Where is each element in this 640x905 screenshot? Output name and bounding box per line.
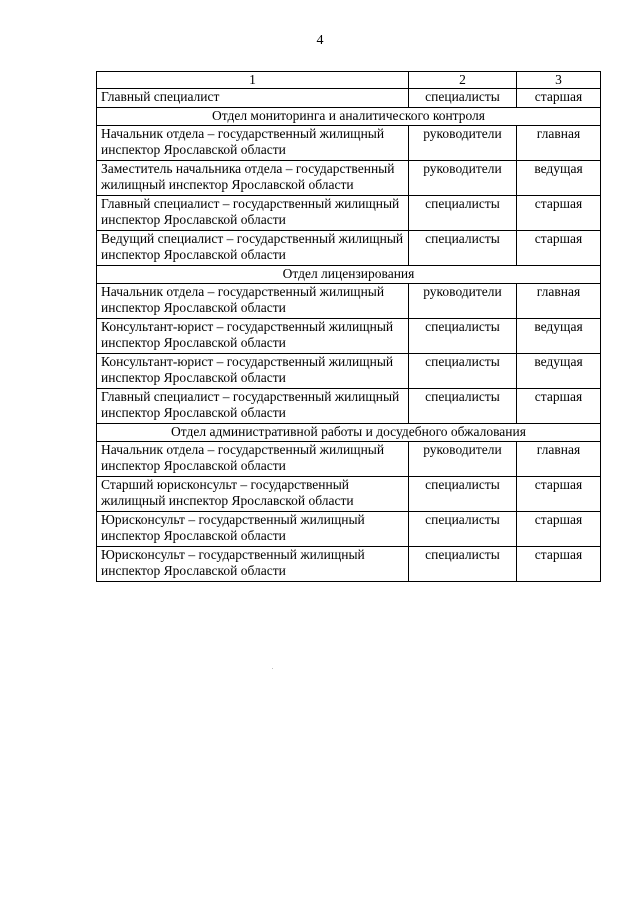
- category-cell: специалисты: [409, 353, 517, 388]
- category-cell: специалисты: [409, 195, 517, 230]
- category-cell: специалисты: [409, 546, 517, 581]
- position-cell: Консультант-юрист – государственный жилищный инспектор Ярославской области: [97, 318, 409, 353]
- group-cell: старшая: [517, 230, 601, 265]
- section-header-row: [97, 265, 601, 283]
- section-header-row: [97, 107, 601, 125]
- table-row: [97, 546, 601, 581]
- position-cell: Главный специалист – государственный жилищный инспектор Ярославской области: [97, 195, 409, 230]
- table-row: [97, 230, 601, 265]
- table-row: [97, 89, 601, 108]
- table-row: [97, 388, 601, 423]
- table-row: [97, 318, 601, 353]
- table-header-row: [97, 72, 601, 89]
- category-cell: руководители: [409, 441, 517, 476]
- position-cell: Главный специалист: [97, 89, 409, 108]
- group-cell: старшая: [517, 546, 601, 581]
- position-cell: Юрисконсульт – государственный жилищный инспектор Ярославской области: [97, 546, 409, 581]
- table-row: [97, 476, 601, 511]
- category-cell: специалисты: [409, 89, 517, 108]
- section-header-row: [97, 423, 601, 441]
- position-cell: Начальник отдела – государственный жилищный инспектор Ярославской области: [97, 283, 409, 318]
- group-cell: старшая: [517, 89, 601, 108]
- position-cell: Начальник отдела – государственный жилищный инспектор Ярославской области: [97, 441, 409, 476]
- group-cell: старшая: [517, 388, 601, 423]
- position-cell: Старший юрисконсульт – государственный жилищный инспектор Ярославской области: [97, 476, 409, 511]
- table-row: [97, 353, 601, 388]
- column-header-category: 2: [409, 72, 517, 89]
- section-title: Отдел мониторинга и аналитического контроля: [97, 107, 601, 125]
- section-title: Отдел административной работы и досудебного обжалования: [97, 423, 601, 441]
- table-body: [97, 72, 601, 582]
- position-cell: Заместитель начальника отдела – государственный жилищный инспектор Ярославской области: [97, 160, 409, 195]
- group-cell: старшая: [517, 476, 601, 511]
- category-cell: специалисты: [409, 476, 517, 511]
- section-title: Отдел лицензирования: [97, 265, 601, 283]
- group-cell: главная: [517, 441, 601, 476]
- column-header-group: 3: [517, 72, 601, 89]
- group-cell: ведущая: [517, 353, 601, 388]
- category-cell: специалисты: [409, 388, 517, 423]
- group-cell: ведущая: [517, 318, 601, 353]
- category-cell: руководители: [409, 125, 517, 160]
- page-number: 4: [316, 33, 324, 48]
- position-cell: Ведущий специалист – государственный жилищный инспектор Ярославской области: [97, 230, 409, 265]
- category-cell: руководители: [409, 283, 517, 318]
- category-cell: специалисты: [409, 318, 517, 353]
- table-row: [97, 195, 601, 230]
- position-cell: Главный специалист – государственный жилищный инспектор Ярославской области: [97, 388, 409, 423]
- table-row: [97, 441, 601, 476]
- table-row: [97, 511, 601, 546]
- table-row: [97, 125, 601, 160]
- table-row: [97, 283, 601, 318]
- column-header-position: 1: [97, 72, 409, 89]
- category-cell: руководители: [409, 160, 517, 195]
- table-row: [97, 160, 601, 195]
- staff-positions-table: [96, 71, 601, 582]
- group-cell: ведущая: [517, 160, 601, 195]
- group-cell: главная: [517, 283, 601, 318]
- category-cell: специалисты: [409, 230, 517, 265]
- position-cell: Консультант-юрист – государственный жилищный инспектор Ярославской области: [97, 353, 409, 388]
- group-cell: старшая: [517, 195, 601, 230]
- position-cell: Начальник отдела – государственный жилищный инспектор Ярославской области: [97, 125, 409, 160]
- category-cell: специалисты: [409, 511, 517, 546]
- group-cell: главная: [517, 125, 601, 160]
- position-cell: Юрисконсульт – государственный жилищный инспектор Ярославской области: [97, 511, 409, 546]
- scan-speck: [272, 668, 273, 669]
- group-cell: старшая: [517, 511, 601, 546]
